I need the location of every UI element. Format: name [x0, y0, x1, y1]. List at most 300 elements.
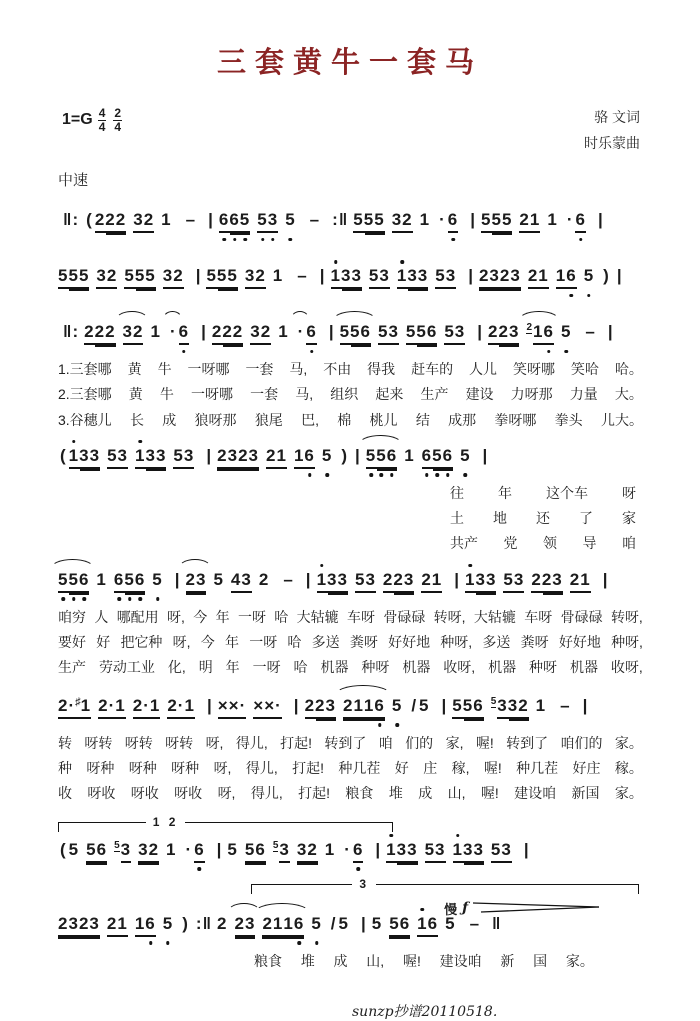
note-group: 43 — [231, 570, 252, 593]
lyric-row — [58, 783, 643, 803]
lyric-segment: 家, — [445, 734, 464, 751]
note-group: 2·♯1 — [58, 696, 91, 719]
lyric-row — [450, 508, 636, 528]
barline: | — [206, 445, 213, 465]
lyric-segment: 转呀, — [610, 608, 643, 625]
lyric-segment: 打起! — [292, 759, 325, 776]
lyric-segment: 呀, — [167, 608, 185, 625]
note-group: 555 — [481, 210, 512, 233]
note-group: 222 — [95, 210, 126, 233]
lyric-segment: 粮食 — [345, 785, 374, 802]
note-group: 53 — [425, 840, 446, 863]
note-group: 2323 — [217, 446, 259, 469]
lyric-segment: 呀 — [622, 484, 636, 501]
note-group: 656 — [422, 446, 453, 469]
note-group: 5 — [162, 913, 174, 933]
note-group: ) — [182, 913, 189, 933]
lyric-segment: 3.谷穗儿 — [58, 411, 112, 428]
lyric-segment: 力量 — [569, 386, 598, 403]
note-group: 23 — [186, 570, 207, 593]
system-g — [58, 814, 643, 872]
sheet-music-page — [0, 40, 700, 1020]
note-group: 556 — [340, 322, 371, 345]
note-group: ) — [603, 266, 610, 285]
note-group: 56 — [389, 914, 410, 937]
note-group: · — [185, 839, 193, 859]
note-group: – — [585, 322, 596, 341]
note-group: 5 — [445, 913, 456, 933]
note-group: ) — [341, 445, 349, 465]
time-signature-24 — [113, 107, 122, 133]
lyric-segment: 建设咱 — [514, 785, 557, 802]
note-group: 5 — [391, 695, 403, 715]
slur-arc — [254, 903, 310, 913]
note-group: 53 — [503, 570, 524, 593]
lyric-segment: 黄 — [127, 361, 142, 377]
lyric-segment: 生产 — [58, 659, 86, 676]
note-group: · — [298, 322, 305, 343]
barline: | — [582, 695, 589, 715]
note-group: 53 — [444, 322, 465, 345]
lyric-segment: 种几茬 — [516, 759, 559, 776]
barline: ‖ — [492, 913, 502, 933]
lyric-segment: 喔! — [483, 759, 502, 776]
note-group: 133 — [331, 266, 362, 289]
note-group: 21 — [266, 446, 287, 469]
lyric-row — [450, 483, 636, 503]
note-group: – — [283, 569, 294, 589]
lyric-segment: 成那 — [448, 411, 477, 428]
lyric-segment: 车呀 — [346, 608, 375, 625]
note-group: 2 — [258, 569, 270, 589]
lyric-segment: 好 — [96, 634, 111, 651]
lyric-segment: 收呀, — [610, 659, 643, 676]
lyric-segment: 人儿 — [469, 361, 498, 377]
barline: | — [470, 210, 476, 229]
lyric-segment: 儿大。 — [600, 411, 643, 428]
note-group: 556 — [452, 696, 483, 719]
lyric-segment: 得儿, — [250, 785, 283, 802]
lyric-segment: 2.三套哪 — [58, 386, 112, 403]
note-group: 556 — [406, 322, 437, 345]
lyric-segment: 劳动工业 — [98, 659, 155, 676]
note-group: 133 — [453, 840, 484, 863]
lyric-segment: 种几茬 — [338, 759, 381, 776]
note-group: 1 — [272, 266, 284, 285]
lyric-segment: 多送 — [311, 634, 340, 651]
lyric-segment: 家。 — [614, 734, 643, 751]
note-group: ( — [60, 445, 67, 465]
note-group: 555 — [206, 266, 237, 289]
barline: | — [607, 322, 614, 341]
lyric-segment: 共产 — [450, 535, 478, 552]
lyric-segment: 呀收 — [174, 785, 203, 802]
lyric-segment: 哈 — [287, 634, 302, 651]
note-group: · — [566, 210, 574, 229]
barline: | — [616, 266, 623, 285]
barline: | — [293, 695, 300, 715]
lyric-segment: 呀收 — [130, 785, 159, 802]
lyric-segment: 领 — [543, 535, 557, 552]
barline: | — [454, 569, 461, 589]
lyric-segment: 种呀 — [361, 659, 390, 676]
note-group: ( — [60, 839, 67, 859]
lyric-segment: 呀, — [217, 785, 236, 802]
grace-note: 5 — [114, 839, 120, 851]
system-b — [58, 266, 643, 298]
lyric-row — [58, 410, 643, 430]
score — [58, 210, 643, 971]
lyric-segment: 堆 — [300, 952, 315, 969]
lyric-segment: 粪呀 — [520, 634, 549, 651]
lyric-segment: 起来 — [375, 386, 404, 403]
lyric-segment: 牛 — [157, 361, 172, 377]
lyric-segment: 国 — [533, 952, 548, 969]
lyric-segment: 今 — [193, 608, 208, 625]
note-group: 2 — [217, 913, 228, 933]
lyric-segment: 成 — [333, 952, 348, 969]
lyric-segment: 成 — [162, 411, 177, 428]
note-group: 53 — [355, 570, 376, 593]
note-group: 1 — [547, 210, 558, 229]
barline: | — [206, 695, 213, 715]
lyric-segment: 一套 — [245, 361, 274, 377]
barline: | — [468, 266, 474, 285]
note-group: ××· — [218, 696, 247, 719]
lyric-segment: 牛 — [159, 386, 174, 403]
barline: | — [477, 322, 484, 341]
lyric-segment: 喔! — [402, 952, 421, 969]
lyric-segment: 新国 — [571, 785, 600, 802]
time-signature-44 — [98, 107, 107, 133]
system-e — [58, 570, 643, 678]
note-group: 5 — [371, 913, 383, 933]
slur-arc — [178, 559, 213, 569]
slur-arc — [115, 311, 150, 321]
dynamic-mark: ƒ — [462, 900, 469, 917]
note-group: 5 — [338, 913, 349, 933]
system-c — [58, 322, 643, 430]
note-group: 1 — [419, 210, 431, 229]
note-group: 16 — [135, 914, 156, 937]
meter-top: 4 — [98, 106, 106, 120]
note-group: 21 — [519, 210, 540, 233]
note-group: 5 — [460, 445, 471, 465]
note-group: 16 — [556, 266, 577, 289]
volta-bracket — [251, 876, 639, 894]
note-group: 6 — [448, 210, 458, 233]
lyric-segment: 大轱辘 — [473, 608, 516, 625]
lyric-segment: 得儿, — [245, 759, 278, 776]
lyric-segment: 一呀 — [237, 608, 266, 625]
note-group: – — [469, 913, 481, 933]
lyric-segment: 种 — [58, 759, 72, 776]
lyric-segment: 车呀 — [524, 608, 553, 625]
lyric-segment: 要好 — [58, 634, 86, 651]
note-group: 56 — [245, 840, 266, 863]
note-group: 133 — [135, 446, 166, 469]
lyric-segment: 稼。 — [614, 759, 643, 776]
lyric-segment: 把它种 — [120, 634, 163, 651]
barline: | — [201, 322, 207, 341]
barline: | — [523, 839, 530, 859]
lyric-segment: 转到了 — [324, 734, 367, 751]
slur-arc — [518, 311, 560, 321]
lyric-segment: 收呀, — [443, 659, 476, 676]
system-a — [58, 210, 643, 242]
note-group: 21 — [570, 570, 591, 593]
note-group: 32 — [392, 210, 413, 233]
note-group: 2116 — [343, 696, 385, 719]
slur-arc — [332, 311, 377, 321]
score-title: 三套黄牛一套马 — [216, 45, 483, 79]
note-group: 53 — [369, 266, 390, 289]
note-group: 2·1 — [98, 696, 126, 719]
lyric-row — [450, 533, 636, 553]
lyric-row — [58, 607, 643, 627]
lyric-segment: 黄 — [128, 386, 143, 403]
lyric-segment: 咱 — [378, 734, 393, 751]
barline: ‖: — [63, 322, 80, 341]
lyric-segment: 力呀那 — [510, 386, 553, 403]
lyric-segment: 收 — [58, 785, 72, 802]
note-group: 32 — [123, 322, 144, 345]
lyric-segment: 笑哈 — [570, 361, 599, 377]
slur-arc — [290, 311, 311, 321]
note-group: · — [344, 839, 351, 859]
barline: ‖: — [63, 210, 80, 229]
lyric-segment: 明 — [198, 659, 213, 676]
lyric-row — [58, 384, 643, 404]
lyric-segment: 地 — [493, 510, 507, 527]
barline: | — [482, 445, 489, 465]
lyric-segment: 导 — [582, 535, 597, 552]
lyric-segment: 成 — [418, 785, 433, 802]
note-group: 1 — [404, 445, 415, 465]
lyric-segment: 呀, — [213, 759, 232, 776]
barline: | — [355, 445, 361, 465]
note-group: 1 — [166, 839, 177, 859]
barline: | — [360, 913, 367, 933]
lyric-segment: 呀转 — [84, 734, 113, 751]
meter-top: 2 — [114, 106, 122, 120]
lyric-segment: 山, — [447, 785, 466, 802]
note-group: 223 — [383, 570, 414, 593]
lyric-row — [58, 359, 643, 379]
tempo-annotation — [444, 899, 601, 918]
note-group: 1 — [161, 210, 172, 229]
lyric-segment: 1.三套哪 — [58, 361, 112, 377]
lyric-segment: 这个车 — [546, 484, 588, 501]
note-group: 5 — [285, 210, 296, 229]
lyric-segment: 种呀, — [440, 634, 473, 651]
note-group: 133 — [397, 266, 428, 289]
lyric-segment: 咱们的 — [560, 734, 603, 751]
lyric-segment: 好 — [394, 759, 409, 776]
note-group: 53 — [107, 446, 128, 469]
music-row — [58, 914, 643, 946]
note-group: 21 — [421, 570, 442, 593]
lyric-segment: 化, — [167, 659, 186, 676]
note-group: 5 — [560, 322, 572, 341]
grace-note: 5 — [490, 695, 497, 707]
meter-bottom: 4 — [114, 119, 122, 134]
lyric-segment: 一呀 — [252, 659, 281, 676]
note-group: 32 — [96, 266, 117, 289]
music-row — [58, 696, 643, 728]
lyric-segment: 咱 — [622, 535, 636, 552]
lyric-segment: 堆 — [388, 785, 403, 802]
lyric-segment: 种呀 — [529, 659, 558, 676]
note-group: 6 — [353, 840, 363, 863]
lyric-segment: 年 — [498, 484, 512, 501]
barline: | — [208, 210, 214, 229]
note-group: 6 — [194, 840, 204, 863]
lyric-row — [58, 632, 643, 652]
note-group: 2·1 — [133, 696, 161, 719]
music-row — [58, 210, 643, 242]
lyric-segment: 往 — [450, 484, 464, 501]
note-group: 5 — [68, 839, 80, 859]
note-group: 555 — [353, 210, 384, 233]
lyric-segment: 好好地 — [558, 634, 601, 651]
note-group: 53 — [257, 210, 278, 233]
system-d — [58, 446, 643, 554]
note-group: $^2$16 — [526, 322, 554, 345]
note-group: 222 — [212, 322, 243, 345]
lyric-segment: 转 — [58, 734, 72, 751]
note-group: / — [330, 913, 337, 933]
lyric-segment: 机器 — [402, 659, 431, 676]
note-group: 53 — [435, 266, 456, 289]
note-group: 1 — [150, 322, 161, 341]
lyric-segment: 好好地 — [388, 634, 431, 651]
barline: | — [597, 210, 604, 229]
lyric-segment: 马, — [289, 361, 308, 377]
credits — [584, 105, 640, 157]
note-group: 32 — [163, 266, 184, 289]
barline: | — [195, 266, 202, 285]
lyric-segment: 建设 — [465, 386, 494, 403]
note-group: 6 — [575, 210, 585, 233]
lyric-segment: 一呀哪 — [191, 386, 234, 403]
time-signatures — [98, 107, 122, 133]
lyric-segment: 山, — [366, 952, 385, 969]
note-group: · — [439, 210, 446, 229]
lyric-segment: 呀转 — [124, 734, 153, 751]
lyric-segment: 大轱辘 — [296, 608, 339, 625]
music-row — [58, 446, 643, 478]
lyric-segment: 党 — [503, 535, 518, 552]
volta-label: 3 — [352, 877, 376, 891]
lyric-segment: 巴, — [301, 411, 319, 428]
lyric-segment: 稼, — [451, 759, 470, 776]
barline: :‖ — [195, 913, 213, 933]
footer-credit: sunzp抄谱20110518. — [352, 1003, 498, 1020]
note-group: 222 — [84, 322, 115, 345]
note-group: 1 — [324, 839, 336, 859]
key-signature — [62, 107, 122, 133]
lyric-segment: 转呀, — [433, 608, 466, 625]
lyric-segment: 笑呀哪 — [512, 361, 555, 377]
lyric-row — [254, 951, 594, 971]
note-group: 23 — [235, 914, 256, 937]
lyric-segment: 马, — [295, 386, 314, 403]
key-label: 1=G — [62, 111, 93, 129]
lyric-segment: 人 — [94, 608, 109, 625]
note-group: 2116 — [262, 914, 304, 937]
note-group: 555 — [124, 266, 155, 289]
lyric-segment: 建设咱 — [439, 952, 482, 969]
lyric-segment: 喔! — [475, 734, 494, 751]
lyric-segment: 得我 — [367, 361, 396, 377]
grace-note: 2 — [526, 322, 532, 333]
note-group: 133 — [317, 570, 348, 593]
note-group: ( — [86, 210, 93, 229]
lyric-segment: 机器 — [320, 659, 349, 676]
lyric-segment: 不由 — [323, 361, 352, 377]
lyric-segment: 多送 — [482, 634, 511, 651]
note-group: 16 — [294, 446, 315, 469]
note-group: 53 — [491, 840, 512, 863]
lyric-segment: 哪配用 — [116, 608, 159, 625]
lyric-segment: 还 — [536, 510, 550, 527]
tempo-marking: 中速 — [58, 172, 89, 189]
lyric-segment: 组织 — [330, 386, 359, 403]
note-group: 6 — [179, 322, 189, 345]
lyric-segment: 土 — [450, 510, 464, 527]
note-group: 53 — [173, 446, 194, 469]
note-group: – — [560, 695, 571, 715]
note-group: 5 — [311, 913, 322, 933]
note-group: 21 — [528, 266, 549, 289]
music-row — [58, 840, 643, 872]
note-group: 56 — [86, 840, 107, 863]
meter-bottom: 4 — [98, 119, 106, 134]
note-group: 32 — [133, 210, 154, 233]
note-group: 656 — [114, 570, 145, 593]
volta-label: 1 2 — [146, 815, 186, 829]
lyric-segment: 得儿, — [235, 734, 268, 751]
barline: | — [216, 839, 223, 859]
lyric-segment: 狼呀那 — [194, 411, 237, 428]
lyric-segment: 结 — [415, 411, 430, 428]
note-group: – — [185, 210, 197, 229]
lyric-segment: 呀, — [172, 634, 191, 651]
note-group: – — [309, 210, 321, 229]
composer-credit: 时乐蒙曲 — [584, 134, 640, 151]
note-group: $^5$3 — [273, 840, 290, 863]
note-group: ××· — [253, 696, 282, 719]
note-group: 5 — [321, 445, 333, 465]
note-group: $^5$332 — [491, 696, 529, 719]
lyric-segment: 拳头 — [554, 411, 583, 428]
music-row — [58, 570, 643, 602]
lyric-segment: 呀转 — [165, 734, 194, 751]
lyric-segment: 了 — [579, 510, 593, 527]
barline: | — [441, 695, 448, 715]
lyric-segment: 咱穷 — [58, 608, 86, 625]
note-group: 6 — [306, 322, 316, 345]
note-group: 223 — [531, 570, 562, 593]
lyric-segment: 粪呀 — [349, 634, 378, 651]
music-row — [58, 266, 643, 298]
note-group: 2·1 — [167, 696, 195, 719]
system-f — [58, 696, 643, 804]
lyric-row — [58, 758, 643, 778]
note-group: – — [297, 266, 308, 285]
lyricist-credit: 骆 文词 — [594, 109, 640, 125]
